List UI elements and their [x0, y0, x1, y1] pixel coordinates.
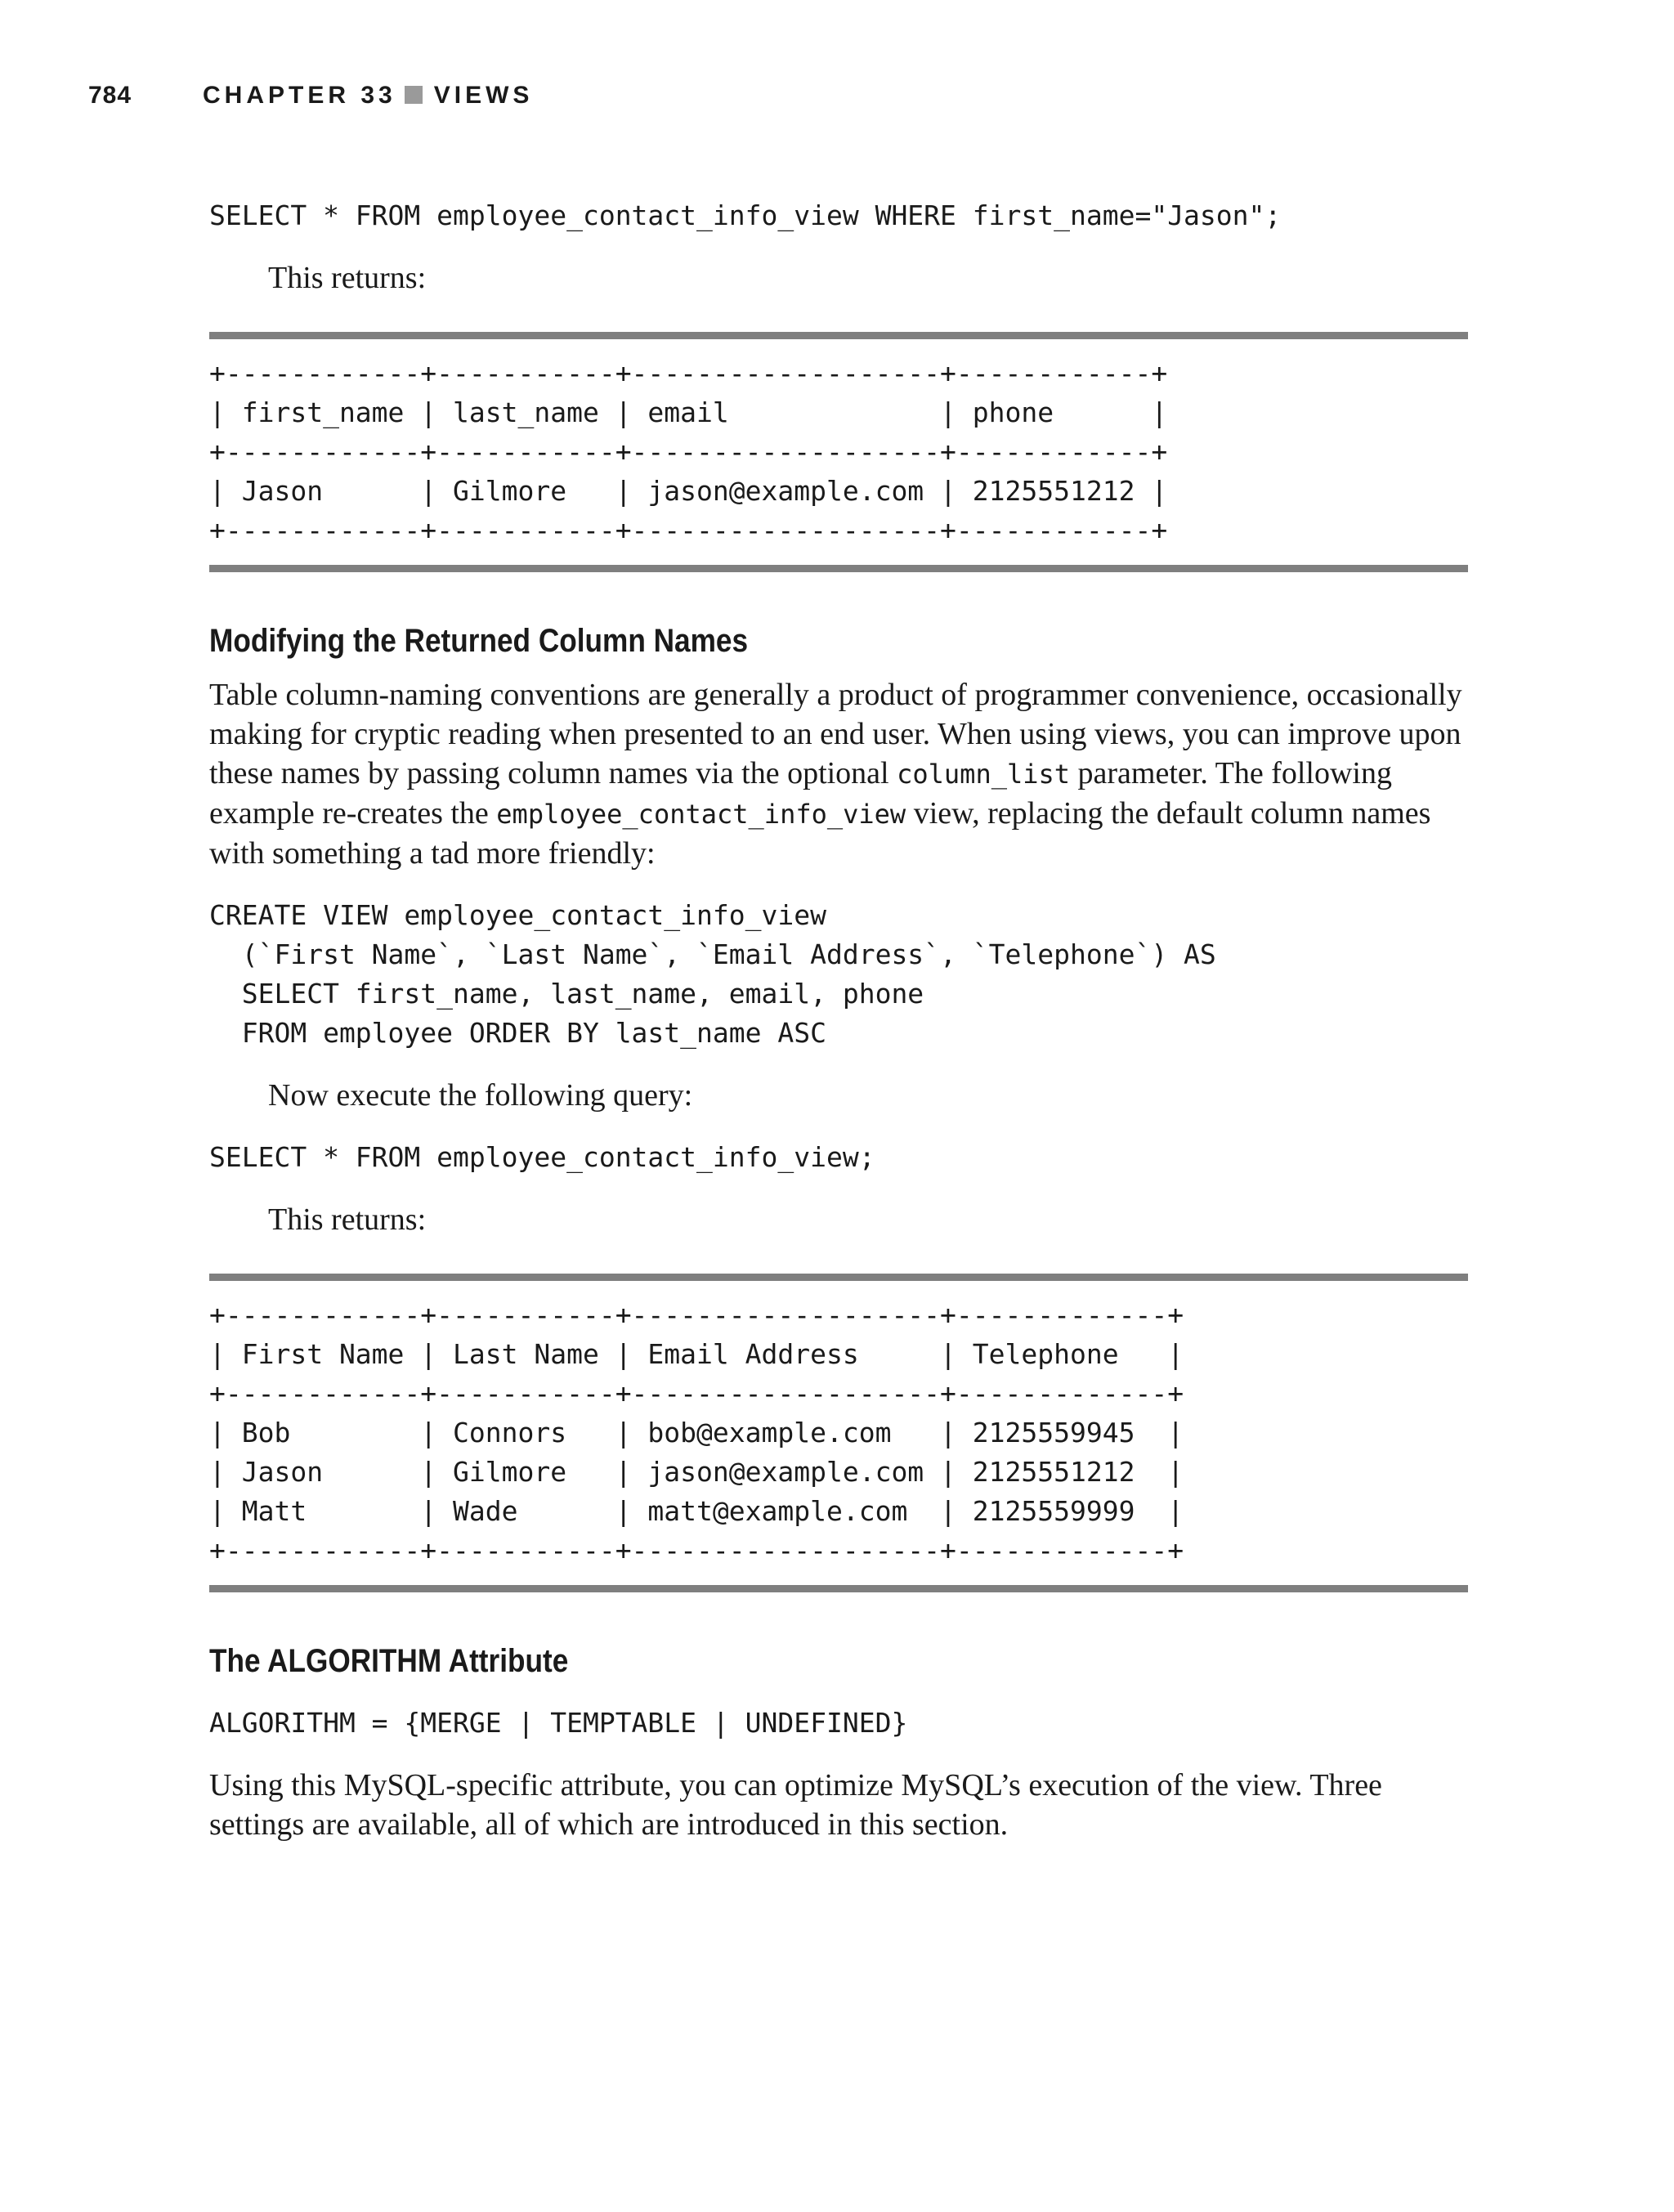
this-returns-text-1: This returns: — [268, 261, 427, 295]
code-algorithm-syntax: ALGORITHM = {MERGE | TEMPTABLE | UNDEFINED} — [209, 1707, 908, 1739]
header-square-icon — [405, 86, 423, 104]
output-rule-bottom-1 — [209, 565, 1468, 572]
output-rule-bottom-2 — [209, 1585, 1468, 1592]
code-select-jason: SELECT * FROM employee_contact_info_view WHERE first_name="Jason"; — [209, 199, 1282, 231]
paragraph-algorithm: Using this MySQL-specific attribute, you can optimize MySQL’s execution of the view. Three settings are available, all of which are introduced in this section. — [209, 1768, 1382, 1842]
running-header — [88, 82, 533, 110]
section-heading-algorithm: The ALGORITHM Attribute — [209, 1643, 569, 1679]
query-output-1: +------------+-----------+-------------------+------------+ | first_name | last_name | email | phone | +------------+-----------+-------------------+------------+ | Jason | Gilmore | jason@example.com | 2125551212 | +------------+-----------+-------------------+------------+ — [209, 357, 1168, 546]
section-heading-column-names: Modifying the Returned Column Names — [209, 623, 749, 659]
output-rule-top-2 — [209, 1274, 1468, 1281]
inline-code-view-name: employee_contact_info_view — [496, 799, 906, 830]
paragraph-column-names: Table column-naming conventions are generally a product of programmer convenience, occasionally making for cryptic reading when presented to an end user. When using views, you can improve upon these names by passing column names via the optional column_list parameter. The following example re-creates the employee_contact_info_view view, replacing the default column names with something a tad more friendly: — [209, 678, 1462, 871]
this-returns-text-2: This returns: — [268, 1202, 427, 1237]
output-rule-top-1 — [209, 332, 1468, 339]
chapter-label: CHAPTER 33 — [203, 82, 396, 109]
chapter-title: VIEWS — [433, 82, 534, 109]
page-number: 784 — [88, 82, 132, 109]
now-execute-text: Now execute the following query: — [268, 1078, 693, 1113]
code-select-all: SELECT * FROM employee_contact_info_view; — [209, 1141, 875, 1173]
query-output-2: +------------+-----------+-------------------+-------------+ | First Name | Last Name | Email Address | Telephone | +------------+-----------+-------------------+-------------+ | Bob | Connors | bob@example.com | 2125559945 | | Jason | Gilmore | jason@example.com | 2125551212 | | Matt | Wade | matt@example.com | 2125559999 | +------------+-----------+-------------------+-------------+ — [209, 1299, 1184, 1566]
inline-code-column-list: column_list — [897, 759, 1071, 790]
code-create-view: CREATE VIEW employee_contact_info_view (`First Name`, `Last Name`, `Email Address`, `Telephone`) AS SELECT first_name, last_name, email, phone FROM employee ORDER BY last_name ASC — [209, 899, 1216, 1049]
page-content — [209, 196, 1468, 1844]
